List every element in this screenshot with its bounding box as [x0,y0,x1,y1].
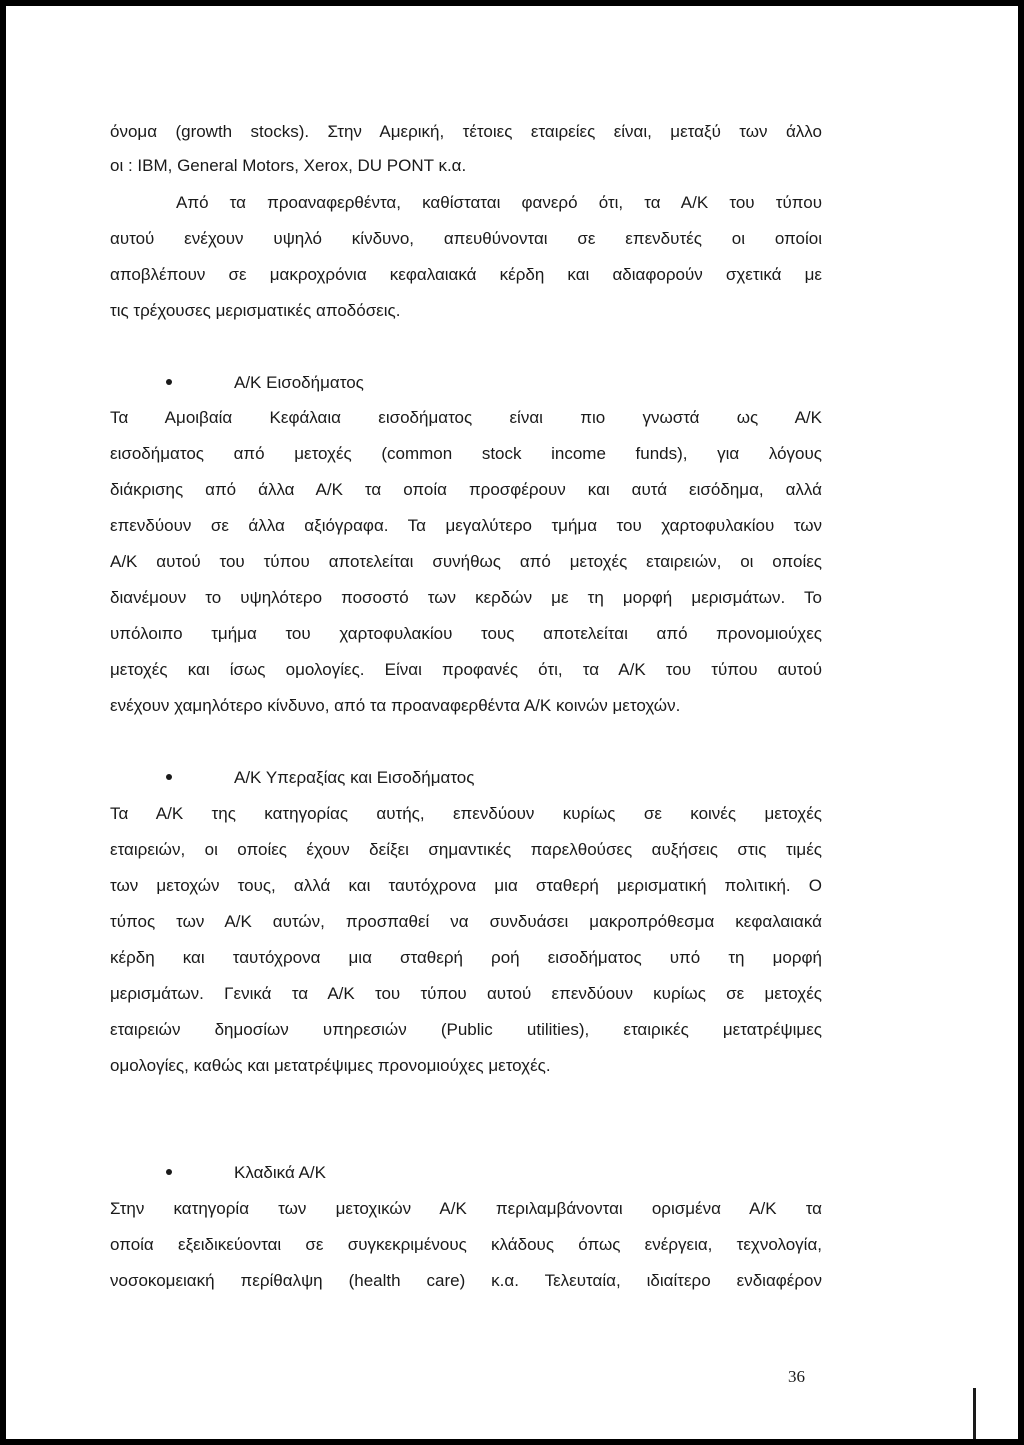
income-line-9: ενέχουν χαμηλότερο κίνδυνο, από τα προαναφερθέντα Α/Κ κοινών μετοχών. [110,696,681,715]
intro-line-6: τις τρέχουσες μερισματικές αποδόσεις. [110,301,401,320]
growth-income-line-3: των μετοχών τους, αλλά και ταυτόχρονα μια σταθερή μερισματική πολιτική. Ο [110,876,822,895]
income-line-3: διάκρισης από άλλα Α/Κ τα οποία προσφέρουν και αυτά εισόδημα, αλλά [110,480,822,499]
growth-income-line-2: εταιρειών, οι οποίες έχουν δείξει σημαντικές παρελθούσες αυξήσεις στις τιμές [110,840,822,859]
growth-income-line-4: τύπος των Α/Κ αυτών, προσπαθεί να συνδυάσει μακροπρόθεσμα κεφαλαιακά [110,912,822,931]
section-heading-text: Κλαδικά Α/Κ [234,1163,326,1182]
intro-line-4: αυτού ενέχουν υψηλό κίνδυνο, απευθύνονται σε επενδυτές οι οποίοι [110,229,822,248]
section-heading-sector [166,1162,326,1184]
margin-bar [973,1388,976,1439]
growth-income-line-1: Τα Α/Κ της κατηγορίας αυτής, επενδύουν κυρίως σε κοινές μετοχές [110,804,822,823]
income-line-8: μετοχές και ίσως ομολογίες. Είναι προφανές ότι, τα Α/Κ του τύπου αυτού [110,660,822,679]
income-line-4: επενδύουν σε άλλα αξιόγραφα. Τα μεγαλύτερο τμήμα του χαρτοφυλακίου των [110,516,822,535]
income-line-2: εισοδήματος από μετοχές (common stock income funds), για λόγους [110,444,822,463]
income-line-6: διανέμουν το υψηλότερο ποσοστό των κερδών με τη μορφή μερισμάτων. Το [110,588,822,607]
bullet-icon [166,774,172,780]
section-heading-text: Α/Κ Εισοδήματος [234,373,364,392]
intro-line-2: οι : IBM, General Motors, Xerox, DU PONT κ.α. [110,156,467,175]
sector-line-3: νοσοκομειακή περίθαλψη (health care) κ.α. Τελευταία, ιδιαίτερο ενδιαφέρον [110,1271,822,1290]
income-line-1: Τα Αμοιβαία Κεφάλαια εισοδήματος είναι πιο γνωστά ως Α/Κ [110,408,822,427]
growth-income-line-6: μερισμάτων. Γενικά τα Α/Κ του τύπου αυτού επενδύουν κυρίως σε μετοχές [110,984,822,1003]
sector-line-1: Στην κατηγορία των μετοχικών Α/Κ περιλαμβάνονται ορισμένα Α/Κ τα [110,1199,822,1218]
page-number: 36 [788,1367,805,1386]
growth-income-line-7: εταιρειών δημοσίων υπηρεσιών (Public utilities), εταιρικές μετατρέψιμες [110,1020,822,1039]
section-heading-growth-income [166,767,474,789]
income-line-7: υπόλοιπο τμήμα του χαρτοφυλακίου τους αποτελείται από προνομιούχες [110,624,822,643]
section-heading-income [166,372,364,394]
intro-line-1: όνομα (growth stocks). Στην Αμερική, τέτοιες εταιρείες είναι, μεταξύ των άλλο [110,122,822,141]
bullet-icon [166,379,172,385]
section-heading-text: Α/Κ Υπεραξίας και Εισοδήματος [234,768,475,787]
income-line-5: Α/Κ αυτού του τύπου αποτελείται συνήθως από μετοχές εταιρειών, οι οποίες [110,552,822,571]
sector-line-2: οποία εξειδικεύονται σε συγκεκριμένους κλάδους όπως ενέργεια, τεχνολογία, [110,1235,822,1254]
bullet-icon [166,1169,172,1175]
document-page [6,6,1018,1439]
intro-line-5: αποβλέπουν σε μακροχρόνια κεφαλαιακά κέρδη και αδιαφορούν σχετικά με [110,265,822,284]
intro-line-3: Από τα προαναφερθέντα, καθίσταται φανερό ότι, τα Α/Κ του τύπου [176,193,822,212]
growth-income-line-8: ομολογίες, καθώς και μετατρέψιμες προνομιούχες μετοχές. [110,1056,551,1075]
growth-income-line-5: κέρδη και ταυτόχρονα μια σταθερή ροή εισοδήματος υπό τη μορφή [110,948,822,967]
